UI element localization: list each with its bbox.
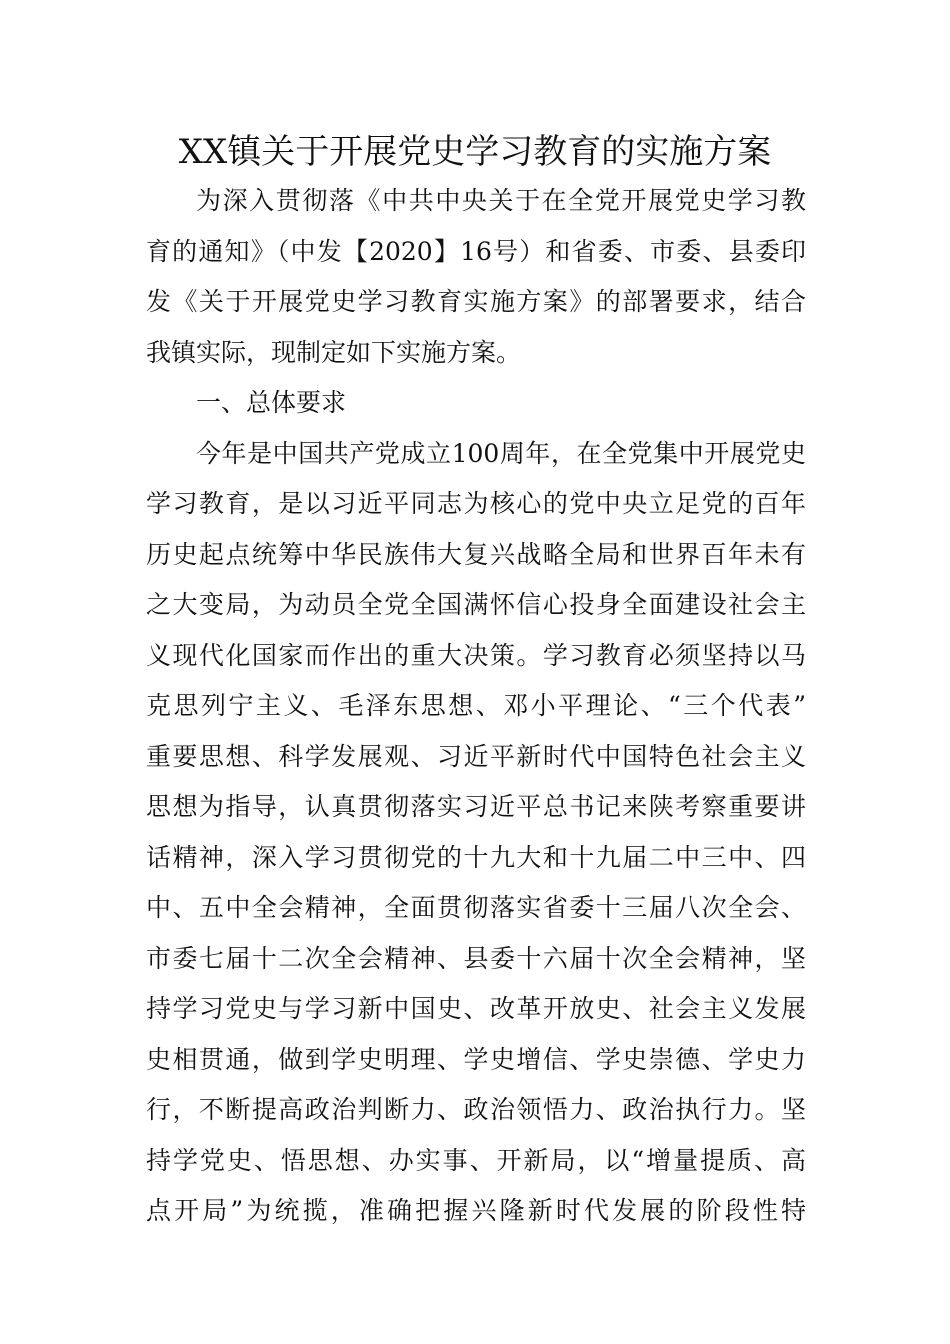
text-line: 学习教育，是以习近平同志为核心的党中央立足党的百年	[146, 489, 806, 518]
text-line: 历史起点统筹中华民族伟大复兴战略全局和世界百年未有	[146, 539, 806, 569]
document-body	[146, 176, 806, 1237]
body-paragraph	[146, 429, 806, 1237]
text-line: 思想为指导，认真贯彻落实习近平总书记来陕考察重要讲	[146, 792, 806, 821]
text-line: 育的通知》（中发【2020】16号）和省委、市委、县委印	[146, 236, 806, 266]
text-line: 史相贯通，做到学史明理、学史增信、学史崇德、学史力	[146, 1044, 806, 1074]
text-line: 重要思想、科学发展观、习近平新时代中国特色社会主义	[146, 741, 806, 771]
text-line: 持学党史、悟思想、办实事、开新局，以“增量提质、高	[146, 1145, 806, 1175]
document-title: XX镇关于开展党史学习教育的实施方案	[178, 132, 772, 172]
text-line: 今年是中国共产党成立100周年，在全党集中开展党史	[196, 438, 806, 468]
text-line: 持学习党史与学习新中国史、改革开放史、社会主义发展	[146, 994, 806, 1023]
text-line: 为深入贯彻落《中共中央关于在全党开展党史学习教	[196, 186, 806, 215]
intro-paragraph	[146, 176, 806, 378]
text-line: 点开局”为统揽，准确把握兴隆新时代发展的阶段性特	[146, 1196, 806, 1225]
section-heading	[146, 378, 806, 429]
text-line: 义现代化国家而作出的重大决策。学习教育必须坚持以马	[146, 640, 806, 670]
text-line: 之大变局，为动员全党全国满怀信心投身全面建设社会主	[146, 590, 806, 619]
text-line: 行，不断提高政治判断力、政治领悟力、政治执行力。坚	[146, 1095, 806, 1124]
text-line: 话精神，深入学习贯彻党的十九大和十九届二中三中、四	[146, 842, 806, 872]
text-line: 一、总体要求	[196, 388, 347, 417]
text-line: 市委七届十二次全会精神、县委十六届十次全会精神，坚	[146, 943, 806, 973]
text-line: 克思列宁主义、毛泽东思想、邓小平理论、“三个代表”	[146, 691, 806, 720]
text-line: 中、五中全会精神，全面贯彻落实省委十三届八次全会、	[146, 893, 806, 922]
text-line: 我镇实际，现制定如下实施方案。	[146, 337, 522, 367]
text-line: 发《关于开展党史学习教育实施方案》的部署要求，结合	[146, 287, 806, 316]
